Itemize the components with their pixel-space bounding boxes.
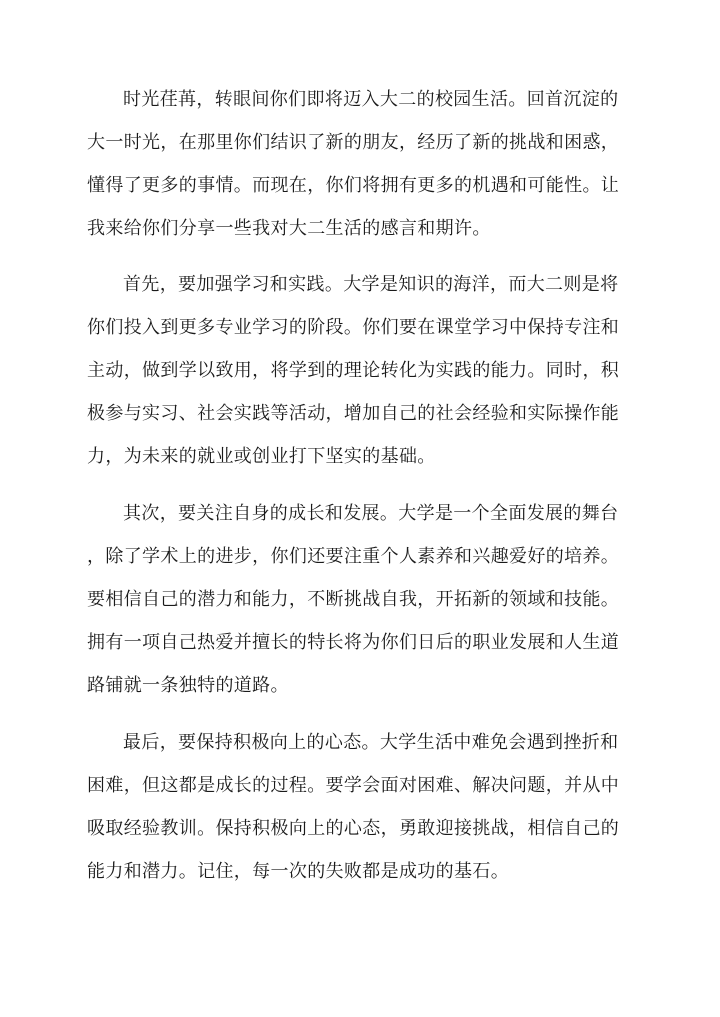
paragraph-1-line-2: 大一时光，在那里你们结识了新的朋友，经历了新的挑战和困惑， xyxy=(87,132,620,153)
paragraph-2-line-4: 极参与实习、社会实践等活动，增加自己的社会经验和实际操作能 xyxy=(87,403,620,424)
paragraph-2-line-3: 主动，做到学以致用，将学到的理论转化为实践的能力。同时，积 xyxy=(87,360,620,381)
paragraph-2-line-1: 首先，要加强学习和实践。大学是知识的海洋，而大二则是将 xyxy=(123,274,619,295)
paragraph-3-line-3: 要相信自己的潜力和能力，不断挑战自我，开拓新的领域和技能。 xyxy=(87,589,620,610)
paragraph-1-line-4: 我来给你们分享一些我对大二生活的感言和期许。 xyxy=(87,218,491,239)
paragraph-3-line-2: ，除了学术上的进步，你们还要注重个人素养和兴趣爱好的培养。 xyxy=(87,546,620,567)
paragraph-3-line-1: 其次，要关注自身的成长和发展。大学是一个全面发展的舞台 xyxy=(123,503,619,524)
paragraph-4-line-1: 最后，要保持积极向上的心态。大学生活中难免会遇到挫折和 xyxy=(123,732,619,753)
paragraph-2-line-5: 力，为未来的就业或创业打下坚实的基础。 xyxy=(87,446,436,467)
paragraph-3-line-4: 拥有一项自己热爱并擅长的特长将为你们日后的职业发展和人生道 xyxy=(87,632,620,653)
paragraph-3-line-5: 路铺就一条独特的道路。 xyxy=(87,675,289,696)
paragraph-2-line-2: 你们投入到更多专业学习的阶段。你们要在课堂学习中保持专注和 xyxy=(87,317,620,338)
paragraph-4-line-4: 能力和潜力。记住，每一次的失败都是成功的基石。 xyxy=(87,861,510,882)
paragraph-4-line-2: 困难，但这都是成长的过程。要学会面对困难、解决问题，并从中 xyxy=(87,775,620,796)
paragraph-1-line-3: 懂得了更多的事情。而现在，你们将拥有更多的机遇和可能性。让 xyxy=(87,175,620,196)
paragraph-4-line-3: 吸取经验教训。保持积极向上的心态，勇敢迎接挑战，相信自己的 xyxy=(87,818,620,839)
paragraph-1-line-1: 时光荏苒，转眼间你们即将迈入大二的校园生活。回首沉淀的 xyxy=(123,89,619,110)
